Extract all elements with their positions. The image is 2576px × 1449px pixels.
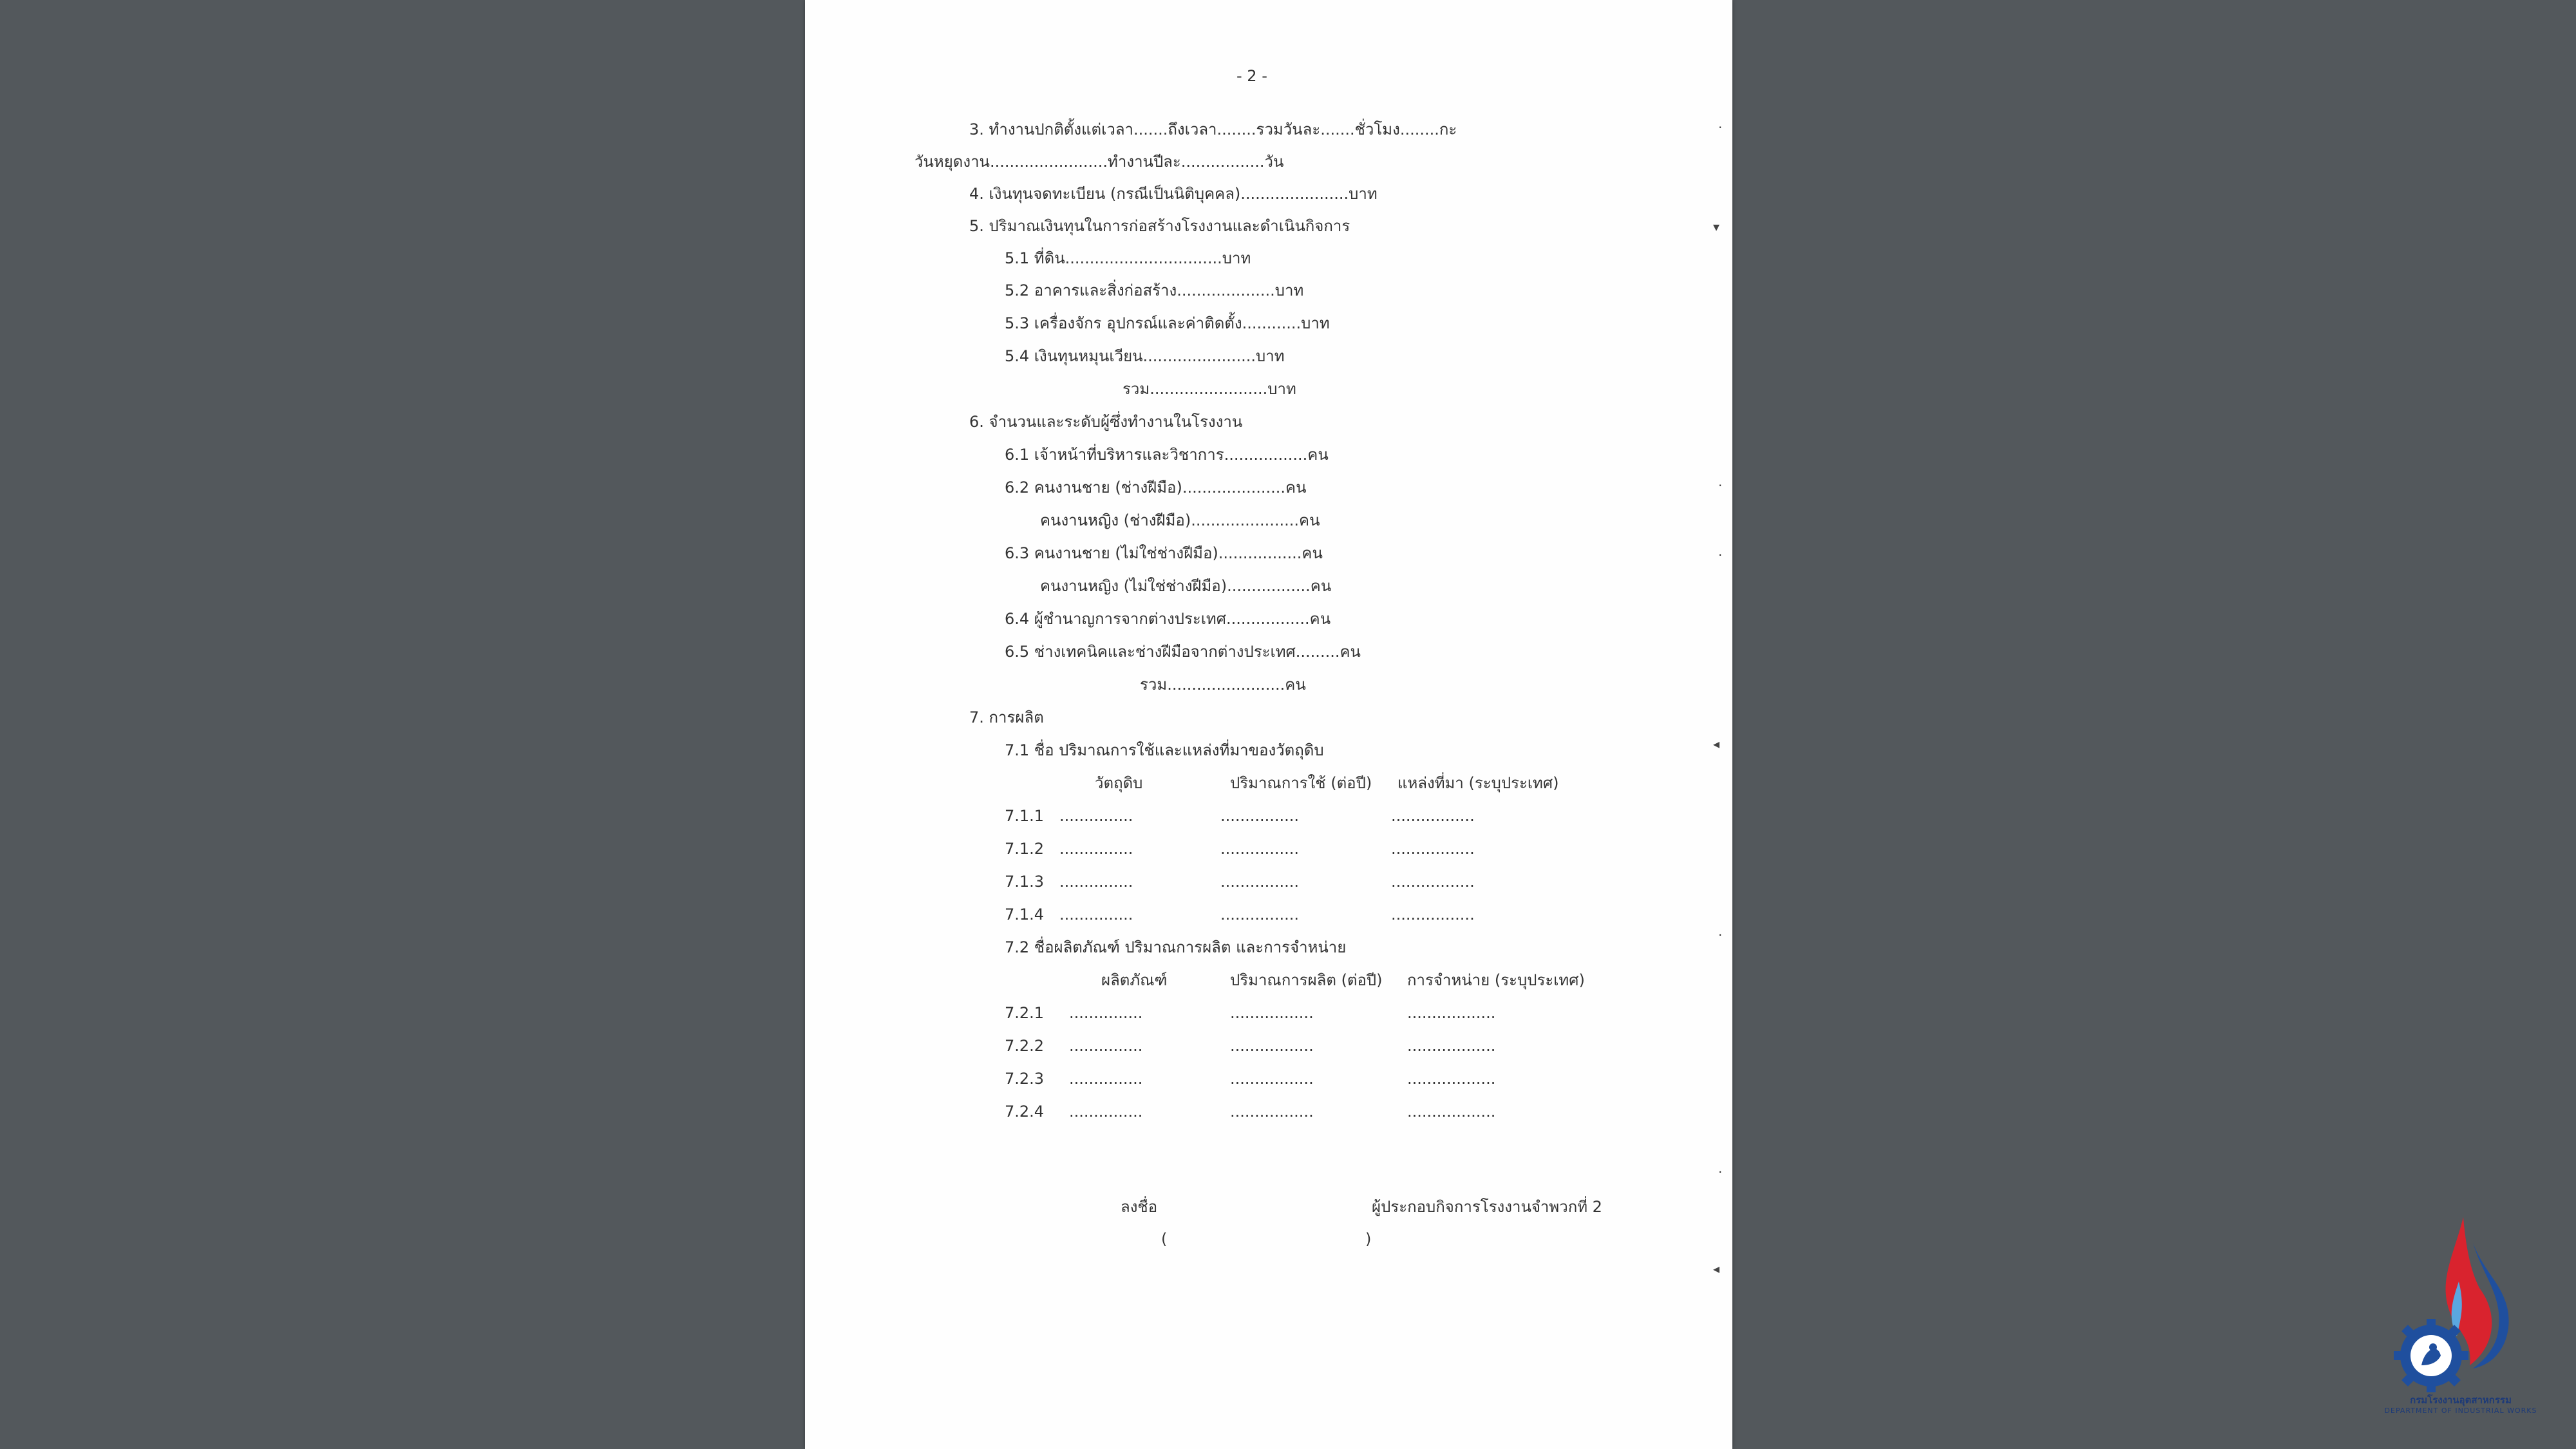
line-item-6: 6. จำนวนและระดับผู้ซึ่งทำงานในโรงงาน <box>969 413 1243 431</box>
materials-row-b: ................ <box>1220 840 1300 858</box>
line-item-6-2: 6.2 คนงานชาย (ช่างฝีมือ).....................คน <box>1005 478 1307 497</box>
scan-speck: · <box>1718 547 1723 563</box>
materials-row-c: ................. <box>1391 840 1475 858</box>
signature-close-paren: ) <box>1365 1230 1372 1248</box>
line-item-5-2: 5.2 อาคารและสิ่งก่อสร้าง....................บาท <box>1005 281 1304 299</box>
products-row-a: ............... <box>1069 1037 1143 1055</box>
materials-row-b: ................ <box>1220 807 1300 825</box>
materials-row-no: 7.1.3 <box>1005 873 1045 891</box>
materials-header-2: ปริมาณการใช้ (ต่อปี) <box>1230 774 1372 792</box>
scan-speck: · <box>1718 478 1723 493</box>
products-row-c: .................. <box>1407 1070 1496 1088</box>
products-row-c: .................. <box>1407 1103 1496 1121</box>
products-row-no: 7.2.4 <box>1005 1103 1045 1121</box>
products-row-no: 7.2.1 <box>1005 1004 1045 1022</box>
scan-speck: ▾ <box>1713 219 1720 234</box>
signature-label: ลงชื่อ <box>1121 1198 1158 1216</box>
materials-row-a: ............... <box>1059 873 1133 891</box>
line-item-6-4: 6.4 ผู้ชำนาญการจากต่างประเทศ.................คน <box>1005 610 1331 628</box>
page-number: - 2 - <box>1236 67 1267 85</box>
line-item-5-3: 5.3 เครื่องจักร อุปกรณ์และค่าติดตั้ง............บาท <box>1005 314 1330 332</box>
materials-row-a: ............... <box>1059 807 1133 825</box>
line-item-3: 3. ทำงานปกติตั้งแต่เวลา.......ถึงเวลา........รวมวันละ.......ชั่วโมง........กะ <box>969 120 1457 138</box>
materials-row-a: ............... <box>1059 840 1133 858</box>
products-row-c: .................. <box>1407 1004 1496 1022</box>
line-item-3-cont: วันหยุดงาน........................ทำงานปีละ.................วัน <box>914 153 1284 171</box>
products-header-3: การจำหน่าย (ระบุประเทศ) <box>1407 971 1585 989</box>
department-logo <box>2376 1204 2544 1423</box>
line-item-5-total: รวม........................บาท <box>1122 380 1296 398</box>
line-item-5-1: 5.1 ที่ดิน................................บาท <box>1005 249 1251 267</box>
line-item-5-4: 5.4 เงินทุนหมุนเวียน.......................บาท <box>1005 347 1285 365</box>
materials-row-c: ................. <box>1391 905 1475 923</box>
line-item-6-total: รวม........................คน <box>1140 676 1306 694</box>
materials-header-3: แหล่งที่มา (ระบุประเทศ) <box>1397 774 1559 792</box>
materials-row-no: 7.1.1 <box>1005 807 1045 825</box>
line-item-7-1: 7.1 ชื่อ ปริมาณการใช้และแหล่งที่มาของวัตถุดิบ <box>1005 741 1324 759</box>
materials-row-c: ................. <box>1391 873 1475 891</box>
products-row-c: .................. <box>1407 1037 1496 1055</box>
line-item-6-2b: คนงานหญิง (ช่างฝีมือ)......................คน <box>1040 511 1320 529</box>
materials-row-a: ............... <box>1059 905 1133 923</box>
line-item-6-3: 6.3 คนงานชาย (ไม่ใช่ช่างฝีมือ).................คน <box>1005 544 1323 562</box>
signature-open-paren: ( <box>1161 1230 1168 1248</box>
materials-row-no: 7.1.4 <box>1005 905 1045 923</box>
products-header-1: ผลิตภัณฑ์ <box>1101 971 1168 989</box>
scan-speck: · <box>1718 120 1723 135</box>
materials-row-c: ................. <box>1391 807 1475 825</box>
materials-header-1: วัตถุดิบ <box>1095 774 1143 792</box>
logo-text: กรมโรงงานอุตสาหกรรม <box>2410 1394 2512 1406</box>
products-row-b: ................. <box>1230 1037 1314 1055</box>
line-item-7-2: 7.2 ชื่อผลิตภัณฑ์ ปริมาณการผลิต และการจำหน่าย <box>1005 938 1347 956</box>
line-item-6-1: 6.1 เจ้าหน้าที่บริหารและวิชาการ.................คน <box>1005 446 1329 464</box>
materials-row-b: ................ <box>1220 873 1300 891</box>
materials-row-no: 7.1.2 <box>1005 840 1045 858</box>
products-row-a: ............... <box>1069 1070 1143 1088</box>
document-page <box>805 0 1732 1449</box>
line-item-6-3b: คนงานหญิง (ไม่ใช่ช่างฝีมือ).................คน <box>1040 577 1332 595</box>
signature-role: ผู้ประกอบกิจการโรงงานจำพวกที่ 2 <box>1372 1198 1602 1216</box>
products-row-b: ................. <box>1230 1070 1314 1088</box>
line-item-5: 5. ปริมาณเงินทุนในการก่อสร้างโรงงานและดำเนินกิจการ <box>969 217 1350 235</box>
scan-speck: · <box>1718 1164 1723 1180</box>
scan-speck: ◂ <box>1713 1261 1720 1276</box>
products-header-2: ปริมาณการผลิต (ต่อปี) <box>1230 971 1383 989</box>
logo-subtext: DEPARTMENT OF INDUSTRIAL WORKS <box>2384 1406 2537 1415</box>
line-item-4: 4. เงินทุนจดทะเบียน (กรณีเป็นนิติบุคคล)......................บาท <box>969 185 1378 203</box>
scan-speck: ◂ <box>1713 736 1720 752</box>
line-item-7: 7. การผลิต <box>969 708 1044 726</box>
line-item-6-5: 6.5 ช่างเทคนิคและช่างฝีมือจากต่างประเทศ.........คน <box>1005 643 1361 661</box>
products-row-no: 7.2.3 <box>1005 1070 1045 1088</box>
materials-row-b: ................ <box>1220 905 1300 923</box>
scan-speck: · <box>1718 927 1723 943</box>
products-row-b: ................. <box>1230 1103 1314 1121</box>
products-row-no: 7.2.2 <box>1005 1037 1045 1055</box>
products-row-a: ............... <box>1069 1103 1143 1121</box>
products-row-a: ............... <box>1069 1004 1143 1022</box>
products-row-b: ................. <box>1230 1004 1314 1022</box>
